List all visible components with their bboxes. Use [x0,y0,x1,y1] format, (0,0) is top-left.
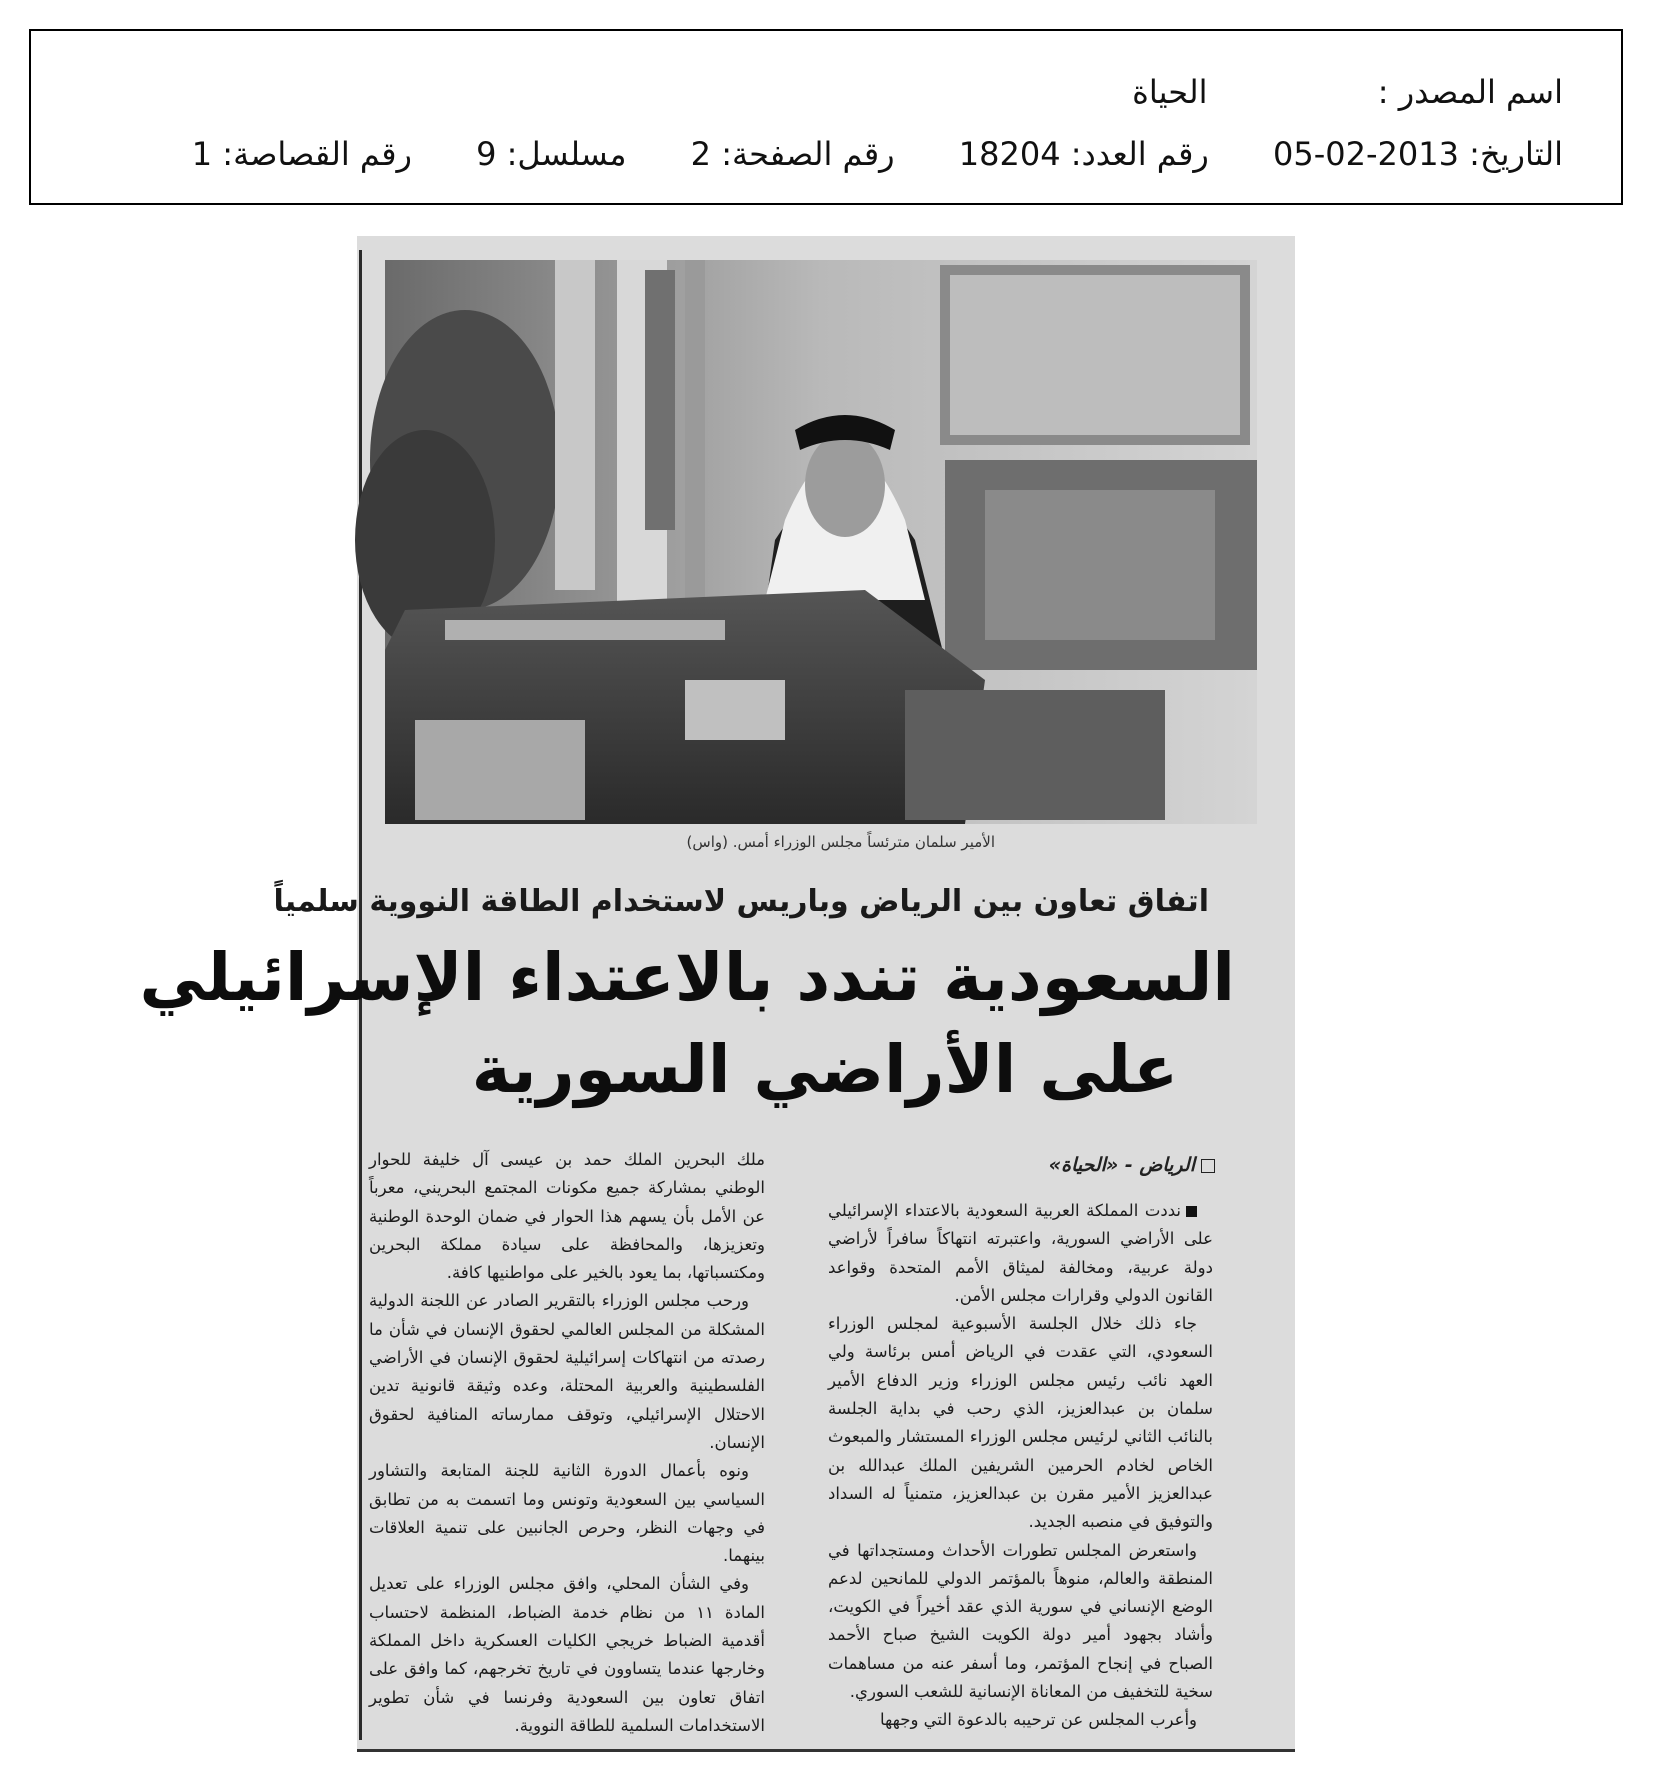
date-value: 2013-02-05 [1273,135,1459,173]
article-kicker: اتفاق تعاون بين الرياض وباريس لاستخدام الطاقة النووية سلمياً [273,884,1209,919]
paragraph: ورحب مجلس الوزراء بالتقرير الصادر عن اللجنة الدولية المشكلة من المجلس العالمي لحقوق الإنسان في شأن ما رصدته من انتهاكات إسرائيلية لحقوق الإنسان في الأراضي الفلسطينية والعربية المحتلة، وعده وثيقة قانونية تدين الاحتلال الإسرائيلي، وتوقف ممارساته المنافية لحقوق الإنسان. [369,1291,765,1452]
paragraph [828,1197,1213,1310]
source-label: اسم المصدر : [1377,73,1563,111]
clipping-bottom-rule [357,1749,1295,1752]
paragraph: وفي الشأن المحلي، وافق مجلس الوزراء على تعديل المادة ١١ من نظام خدمة الضباط، المنظمة لاحتساب أقدمية الضباط خريجي الكليات العسكرية داخل المملكة وخارجها عندما يتساوون في تاريخ تخرجهم، كما وافق على اتفاق تعاون بين السعودية وفرنسا في شأن تطوير الاستخدامات السلمية للطاقة النووية. [369,1574,765,1735]
paragraph: ملك البحرين الملك حمد بن عيسى آل خليفة للحوار الوطني بمشاركة جميع مكونات المجتمع البحريني، معرباً عن الأمل بأن يسهم هذا الحوار في ضمان الوحدة الوطنية وتعزيزها، والمحافظة على سيادة مملكة البحرين ومكتسباتها، بما يعود بالخير على مواطنيها كافة. [369,1150,765,1283]
page-field [691,135,895,173]
serial-value: 9 [476,135,497,173]
photo-caption: الأمير سلمان مترئساً مجلس الوزراء أمس. (واس) [686,833,995,851]
paragraph-text: نددت المملكة العربية السعودية بالاعتداء الإسرائيلي على الأراضي السورية، واعتبرته انتهاكاً سافراً لأراضي دولة عربية، ومخالفة لميثاق الأمم المتحدة وقواعد القانون الدولي وقرارات مجلس الأمن. [828,1201,1213,1305]
clipping-metadata-box [29,29,1623,205]
serial-field [476,135,626,173]
paragraph: وأعرب المجلس عن ترحيبه بالدعوة التي وجهها [880,1710,1197,1730]
paragraph: جاء ذلك خلال الجلسة الأسبوعية لمجلس الوزراء السعودي، التي عقدت في الرياض أمس برئاسة ولي العهد نائب رئيس مجلس الوزراء وزير الدفاع الأمير سلمان بن عبدالعزيز، الذي رحب في بداية الجلسة بالنائب الثاني لرئيس مجلس الوزراء المستشار والمبعوث الخاص لخادم الحرمين الشريفين الملك عبدالله بن عبدالعزيز الأمير مقرن بن عبدالعزيز، متمنياً له السداد والتوفيق في منصبه الجديد. [828,1314,1213,1532]
issue-value: 18204 [958,135,1061,173]
article-column-left [369,1146,765,1740]
issue-field [959,135,1209,173]
date-field [1273,135,1563,173]
headline-line-2: على الأراضي السورية [471,1031,1179,1108]
paragraph: واستعرض المجلس تطورات الأحداث ومستجداتها في المنطقة والعالم، منوهاً بالمؤتمر الدولي للمانحين لدعم الوضع الإنساني في سورية الذي عقد أخيراً في الكويت، وأشاد بجهود أمير دولة الكويت الشيخ صباح الأحمد الصباح في إنجاح المؤتمر، وما أسفر عنه من مساهمات سخية للتخفيف من المعاناة الإنسانية للشعب السوري. [828,1540,1213,1702]
article-photo [385,260,1257,824]
headline-line-1: السعودية تندد بالاعتداء الإسرائيلي [139,939,1235,1016]
newspaper-clipping [139,236,1295,1752]
date-label: التاريخ: [1469,135,1563,173]
page-label: رقم الصفحة: [721,135,895,173]
page-value: 2 [690,135,712,173]
lead-square-icon [1186,1206,1197,1217]
article-column-right [828,1197,1213,1735]
clip-number-field [192,135,412,173]
clip-number-label: رقم القصاصة: [222,135,412,173]
source-row [1132,73,1563,111]
serial-label: مسلسل: [506,135,627,173]
byline-text: الرياض - «الحياة» [1048,1154,1195,1176]
byline-square-icon [1201,1159,1215,1173]
issue-label: رقم العدد: [1070,135,1209,173]
clip-number-value: 1 [191,135,213,173]
byline [1049,1154,1215,1176]
source-value: الحياة [1132,73,1208,111]
details-row [192,135,1563,173]
paragraph: ونوه بأعمال الدورة الثانية للجنة المتابعة والتشاور السياسي بين السعودية وتونس وما اتسمت به من تطابق في وجهات النظر، وحرص الجانبين على تنمية العلاقات بينهما. [369,1461,765,1566]
